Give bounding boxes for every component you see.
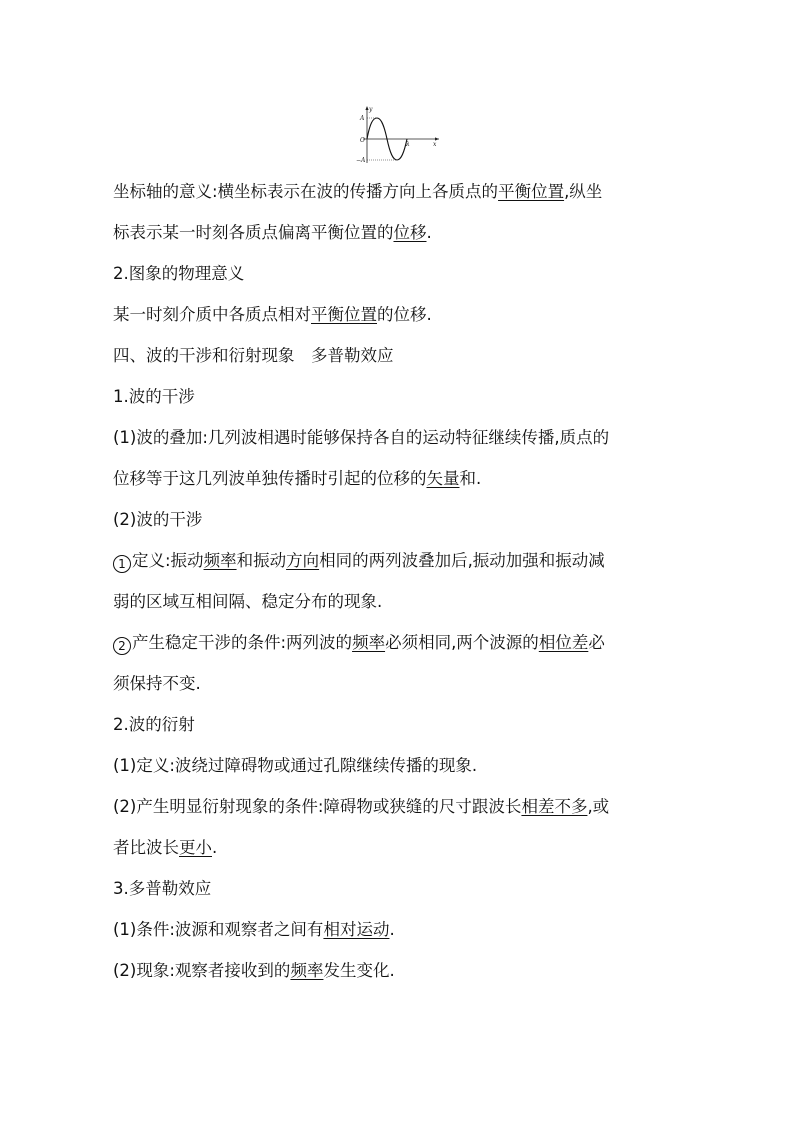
paragraph-doppler-condition xyxy=(113,920,693,940)
text: 标表示某一时刻各质点偏离平衡位置的 xyxy=(113,223,394,242)
text: ,纵坐 xyxy=(564,182,603,201)
text: . xyxy=(389,920,395,939)
blank-answer: 方向 xyxy=(286,551,320,570)
document-body xyxy=(113,182,693,1002)
amplitude-positive-label: A xyxy=(360,115,365,122)
blank-answer: 位移 xyxy=(393,223,427,242)
section-heading-four: 四、波的干涉和衍射现象 多普勒效应 xyxy=(113,346,394,365)
paragraph-definition-interference xyxy=(113,551,693,571)
text: 定义:振动 xyxy=(132,551,204,570)
text: 发生变化. xyxy=(323,961,395,980)
text: 必 xyxy=(588,633,605,652)
heading-interference: 1.波的干涉 xyxy=(113,387,195,406)
text: ,或 xyxy=(587,797,610,816)
text: 的位移. xyxy=(377,305,432,324)
paragraph-axis-meaning-cont xyxy=(113,223,693,243)
paragraph-diffraction-definition: (1)定义:波绕过障碍物或通过孔隙继续传播的现象. xyxy=(113,756,478,775)
heading-doppler: 3.多普勒效应 xyxy=(113,879,212,898)
text: . xyxy=(212,838,218,857)
sine-wave-figure xyxy=(355,103,440,165)
circled-number: 2 xyxy=(113,637,131,655)
paragraph-stable-interference xyxy=(113,633,693,653)
wavelength-label: λ xyxy=(406,141,410,148)
text: (2)现象:观察者接收到的 xyxy=(113,961,291,980)
text: . xyxy=(426,223,432,242)
text: 坐标轴的意义:横坐标表示在波的传播方向上各质点的 xyxy=(113,182,499,201)
text: 者比波长 xyxy=(113,838,179,857)
origin-label: O xyxy=(360,137,365,144)
blank-answer: 频率 xyxy=(352,633,386,652)
paragraph-superposition: (1)波的叠加:几列波相遇时能够保持各自的运动特征继续传播,质点的 xyxy=(113,428,610,447)
blank-answer: 频率 xyxy=(290,961,324,980)
text: (1)条件:波源和观察者之间有 xyxy=(113,920,324,939)
paragraph-doppler-phenomenon xyxy=(113,961,693,981)
paragraph-diffraction-condition-cont xyxy=(113,838,693,858)
text: 位移等于这几列波单独传播时引起的位移的 xyxy=(113,469,427,488)
text: 必须相同,两个波源的 xyxy=(385,633,539,652)
blank-answer: 平衡位置 xyxy=(498,182,565,201)
blank-answer: 相位差 xyxy=(538,633,589,652)
text: 和振动 xyxy=(236,551,287,570)
blank-answer: 更小 xyxy=(179,838,212,857)
text: 相同的两列波叠加后,振动加强和振动减 xyxy=(319,551,605,570)
text: (2)产生明显衍射现象的条件:障碍物或狭缝的尺寸跟波长 xyxy=(113,797,522,816)
blank-answer: 矢量 xyxy=(426,469,460,488)
y-axis-label: y xyxy=(369,106,373,113)
paragraph-definition-interference-cont: 弱的区域互相间隔、稳定分布的现象. xyxy=(113,592,383,611)
text: 产生稳定干涉的条件:两列波的 xyxy=(132,633,353,652)
blank-answer: 平衡位置 xyxy=(311,305,377,324)
paragraph-axis-meaning xyxy=(113,182,693,202)
heading-wave-interference: (2)波的干涉 xyxy=(113,510,203,529)
circled-number: 1 xyxy=(113,555,131,573)
blank-answer: 相差不多 xyxy=(521,797,588,816)
paragraph-diffraction-condition xyxy=(113,797,693,817)
heading-diffraction: 2.波的衍射 xyxy=(113,715,195,734)
text: 某一时刻介质中各质点相对 xyxy=(113,305,311,324)
blank-answer: 频率 xyxy=(203,551,237,570)
text: 和. xyxy=(459,469,482,488)
x-axis-label: x xyxy=(433,141,437,148)
blank-answer: 相对运动 xyxy=(323,920,390,939)
amplitude-negative-label: −A xyxy=(356,157,366,164)
paragraph-graph-meaning xyxy=(113,305,693,325)
heading-graph-meaning: 2.图象的物理意义 xyxy=(113,264,245,283)
paragraph-superposition-cont xyxy=(113,469,693,489)
paragraph-stable-interference-cont: 须保持不变. xyxy=(113,674,201,693)
